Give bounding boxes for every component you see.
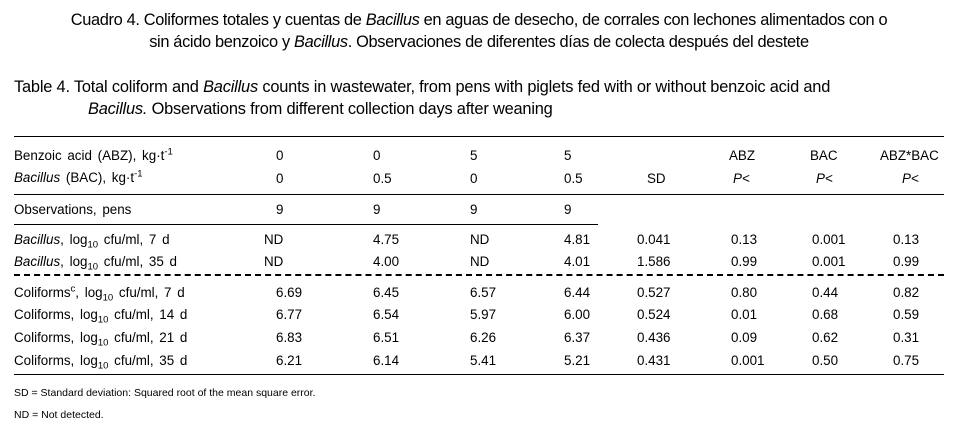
p-value: 0.62 <box>812 330 839 345</box>
p-label-abz: P< <box>733 171 750 186</box>
caption-english <box>14 76 944 120</box>
row-label-text: , log <box>70 307 98 322</box>
sd-value: 0.041 <box>637 232 671 247</box>
bacillus-row-label <box>14 254 177 273</box>
treatment-value: 6.44 <box>564 285 591 300</box>
row-label-name: Coliforms <box>14 307 71 322</box>
row-label-name: Coliforms <box>14 353 71 368</box>
bacillus-row-label <box>14 232 170 251</box>
sd-header: SD <box>647 171 666 186</box>
treatment-value: 6.83 <box>276 330 303 345</box>
row-label-sup: c <box>70 283 76 295</box>
p-value: 0.68 <box>812 307 839 322</box>
treatment-value: 5.97 <box>470 307 497 322</box>
caption-en-text: counts in wastewater, from pens with piglets fed with or without benzoic acid and <box>257 78 831 96</box>
p-value: 0.82 <box>893 285 920 300</box>
p-label-abz-bac: P< <box>902 171 919 186</box>
treatment-value: 6.54 <box>373 307 400 322</box>
row-label-name: Coliforms <box>14 285 71 300</box>
observation-value: 9 <box>470 202 478 217</box>
caption-es-text: sin ácido benzoico y <box>149 33 295 51</box>
row-label-name: Bacillus <box>14 254 61 269</box>
row-label-sub: 10 <box>102 292 114 304</box>
coliform-row-label <box>14 283 185 304</box>
bac-value: 0 <box>470 171 478 186</box>
treatment-value: 6.26 <box>470 330 497 345</box>
row-label-text: , log <box>60 232 88 247</box>
abz-row-label <box>14 148 173 164</box>
stat-col-abz: ABZ <box>729 148 756 163</box>
caption-en-bacillus: Bacillus. <box>88 100 148 118</box>
footnote-sd: SD = Standard deviation: Squared root of the mean square error. <box>14 387 316 399</box>
p-value: 0.75 <box>893 353 920 368</box>
p-value: 0.001 <box>731 353 765 368</box>
p-value: 0.31 <box>893 330 920 345</box>
p-value: 0.001 <box>812 232 846 247</box>
treatment-value: 5.41 <box>470 353 497 368</box>
treatment-value: 6.21 <box>276 353 303 368</box>
coliform-row-label <box>14 330 188 349</box>
coliform-row-label <box>14 307 188 326</box>
coliform-row-label <box>14 353 188 372</box>
row-label-text: cfu/ml, 14 d <box>108 307 188 322</box>
caption-es-text: en aguas de desecho, de corrales con lechones alimentados con o <box>419 11 888 29</box>
row-label-text: , log <box>70 330 98 345</box>
treatment-value: ND <box>470 254 490 269</box>
row-label-sub: 10 <box>97 360 109 372</box>
sd-value: 0.431 <box>637 353 671 368</box>
abz-value: 0 <box>373 148 381 163</box>
bac-row-label <box>14 170 143 186</box>
p-value: 0.80 <box>731 285 758 300</box>
row-label-text: cfu/ml, 21 d <box>108 330 188 345</box>
treatment-value: ND <box>470 232 490 247</box>
treatment-value: 4.01 <box>564 254 591 269</box>
treatment-value: 4.00 <box>373 254 400 269</box>
abz-label-sup: -1 <box>164 146 173 158</box>
p-value: 0.99 <box>731 254 758 269</box>
bac-value: 0.5 <box>373 171 392 186</box>
p-label-bac: P< <box>816 171 833 186</box>
section-dashed-divider <box>14 274 944 276</box>
sd-value: 1.586 <box>637 254 671 269</box>
treatment-value: ND <box>264 232 284 247</box>
abz-value: 0 <box>276 148 284 163</box>
header-bottom-rule <box>14 194 944 195</box>
row-label-text: cfu/ml, 7 d <box>98 232 170 247</box>
sd-value: 0.524 <box>637 307 671 322</box>
abz-label-text: Benzoic acid (ABZ), kg·t <box>14 148 165 163</box>
abz-value: 5 <box>564 148 572 163</box>
caption-en-text: Table 4. Total coliform and <box>14 78 204 96</box>
p-value: 0.001 <box>812 254 846 269</box>
bac-label-sup: -1 <box>134 168 143 180</box>
row-label-sub: 10 <box>97 337 109 349</box>
p-value: 0.44 <box>812 285 839 300</box>
footnote-nd: ND = Not detected. <box>14 409 104 421</box>
treatment-value: 6.57 <box>470 285 497 300</box>
table-top-rule <box>14 136 944 137</box>
p-value: 0.01 <box>731 307 758 322</box>
p-value: 0.50 <box>812 353 839 368</box>
treatment-value: 6.69 <box>276 285 303 300</box>
caption-en-text: Observations from different collection days after weaning <box>147 100 553 118</box>
sd-value: 0.527 <box>637 285 671 300</box>
caption-spanish <box>14 9 944 53</box>
p-value: 0.59 <box>893 307 920 322</box>
bac-value: 0.5 <box>564 171 583 186</box>
p-value: 0.13 <box>893 232 920 247</box>
p-value: 0.13 <box>731 232 758 247</box>
p-value: 0.99 <box>893 254 920 269</box>
bac-label-italic: Bacillus <box>14 170 61 185</box>
row-label-name: Bacillus <box>14 232 61 247</box>
observation-value: 9 <box>276 202 284 217</box>
row-label-name: Coliforms <box>14 330 71 345</box>
treatment-value: 5.21 <box>564 353 591 368</box>
treatment-value: 6.14 <box>373 353 400 368</box>
caption-es-bacillus: Bacillus <box>294 33 348 51</box>
row-label-text: cfu/ml, 35 d <box>98 254 177 269</box>
observation-value: 9 <box>564 202 572 217</box>
treatment-value: 6.45 <box>373 285 400 300</box>
row-label-text: , log <box>75 285 103 300</box>
observations-label: Observations, pens <box>14 202 132 217</box>
bac-value: 0 <box>276 171 284 186</box>
row-label-sub: 10 <box>87 239 99 251</box>
stat-col-bac: BAC <box>810 148 838 163</box>
treatment-value: 4.75 <box>373 232 400 247</box>
caption-es-text: Cuadro 4. Coliformes totales y cuentas de <box>70 11 366 29</box>
row-label-text: cfu/ml, 7 d <box>113 285 185 300</box>
row-label-text: cfu/ml, 35 d <box>108 353 188 368</box>
caption-en-bacillus: Bacillus <box>203 78 258 96</box>
caption-es-bacillus: Bacillus <box>365 11 420 29</box>
caption-es-text: . Observaciones de diferentes días de colecta después del destete <box>347 33 809 51</box>
treatment-value: 6.77 <box>276 307 303 322</box>
observations-rule <box>14 224 598 225</box>
row-label-sub: 10 <box>97 314 109 326</box>
treatment-value: 6.37 <box>564 330 591 345</box>
abz-value: 5 <box>470 148 478 163</box>
row-label-sub: 10 <box>87 261 99 273</box>
treatment-value: 4.81 <box>564 232 591 247</box>
row-label-text: , log <box>70 353 98 368</box>
observation-value: 9 <box>373 202 381 217</box>
p-value: 0.09 <box>731 330 758 345</box>
table-bottom-rule <box>14 374 944 375</box>
stat-col-abz-bac: ABZ*BAC <box>880 148 939 163</box>
treatment-value: 6.00 <box>564 307 591 322</box>
row-label-text: , log <box>60 254 88 269</box>
sd-value: 0.436 <box>637 330 671 345</box>
treatment-value: ND <box>264 254 284 269</box>
bac-label-text: (BAC), kg·t <box>60 170 135 185</box>
treatment-value: 6.51 <box>373 330 400 345</box>
